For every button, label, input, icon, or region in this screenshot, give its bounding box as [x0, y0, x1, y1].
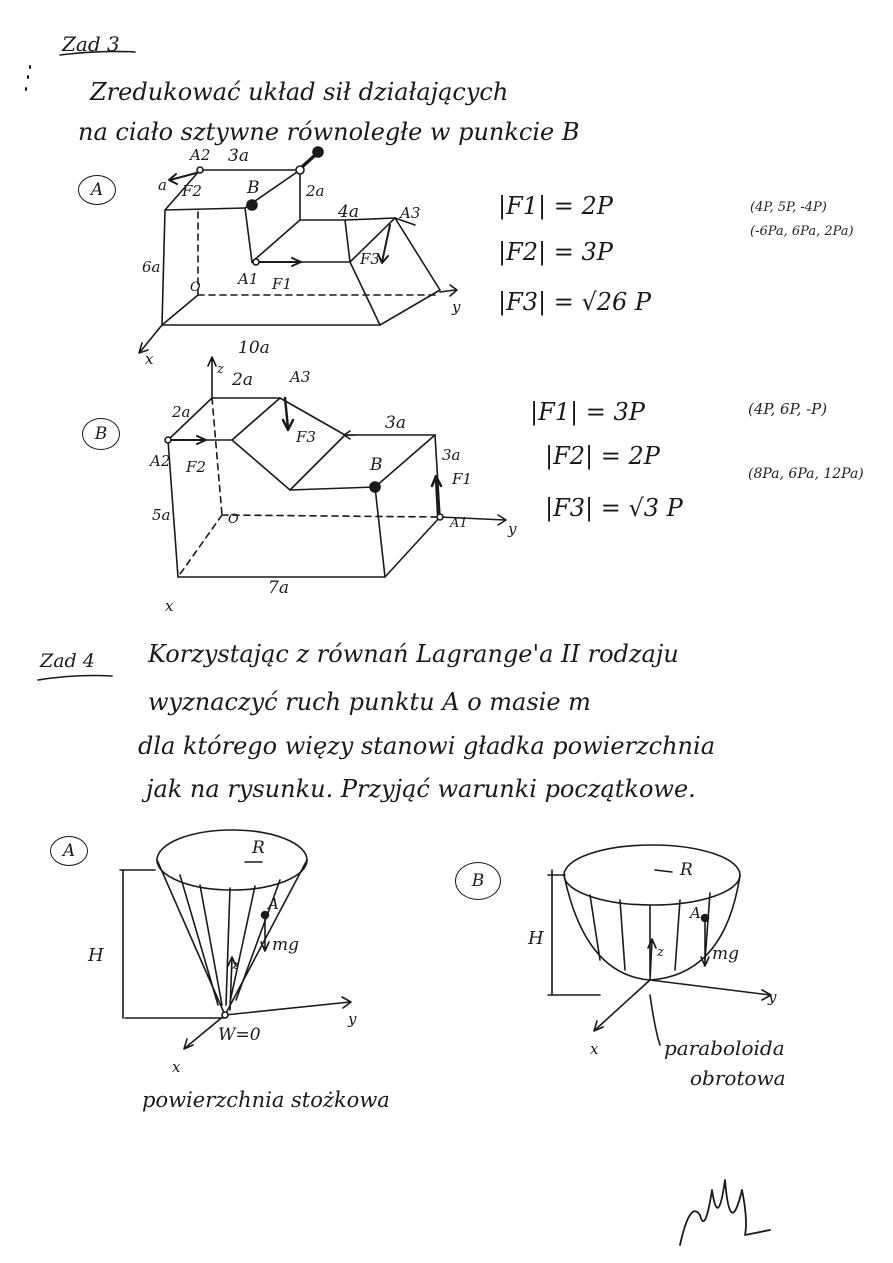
zad4-variant-b-circle: B [455, 862, 501, 900]
label-z-a: z [232, 958, 239, 973]
answer-a-moment: (-6Pa, 6Pa, 2Pa) [750, 224, 854, 239]
label-a3: A3 [400, 204, 421, 222]
label-b-b: B [370, 455, 383, 475]
label-r-a: R [252, 838, 265, 858]
label-z: z [217, 362, 224, 377]
label-f2: F2 [182, 182, 202, 200]
zad3-task-line2: na ciało sztywne równoległe w punkcie B [78, 118, 580, 146]
magnitude-f1: |F1| = 2P [498, 192, 613, 220]
label-h-a: H [88, 945, 104, 966]
label-o: O [190, 280, 201, 295]
label-x-b: x [165, 597, 174, 615]
zad4-task-line1: Korzystając z równań Lagrange'a II rodzaju [148, 640, 679, 668]
caption-cone: powierzchnia stożkowa [142, 1088, 390, 1112]
label-x: x [145, 350, 154, 368]
label-y-a4: y [348, 1010, 357, 1028]
label-w0: W=0 [218, 1025, 261, 1045]
zad3-figure-a [139, 147, 457, 353]
label-x-b4: x [590, 1040, 599, 1058]
label-a2: A2 [190, 146, 211, 164]
zad4-variant-a-circle: A [50, 836, 88, 866]
zad3-variant-a-circle: A [78, 175, 116, 205]
dim-a: a [158, 176, 167, 194]
dim-3a-top: 3a [385, 413, 406, 433]
label-a-a: A [268, 895, 279, 913]
caption-paraboloid-1: paraboloida [664, 1036, 785, 1060]
label-y-b: y [508, 520, 517, 538]
label-f1: F1 [272, 275, 292, 293]
label-a1-b: A1 [450, 516, 468, 531]
dim-3a-right: 3a [442, 446, 461, 464]
label-a2-b: A2 [150, 452, 171, 470]
magnitude-f3-b: |F3| = √3 P [545, 494, 683, 522]
answer-b-moment: (8Pa, 6Pa, 12Pa) [748, 466, 864, 482]
zad4-underline [38, 676, 112, 681]
dim-5a: 5a [152, 506, 171, 524]
caption-paraboloid-2: obrotowa [690, 1066, 786, 1090]
dim-2a: 2a [306, 182, 325, 200]
zad3-heading: Zad 3 [62, 32, 120, 56]
dim-2a-top: 2a [232, 370, 253, 390]
label-f3-b: F3 [296, 428, 316, 446]
label-x-a4: x [172, 1058, 181, 1076]
label-mg-b: mg [712, 944, 740, 964]
zad3-task-line1: Zredukować układ sił działających [90, 78, 509, 106]
label-a-b: A [690, 904, 701, 922]
label-z-b: z [657, 945, 664, 960]
label-f3: F3 [360, 250, 380, 268]
answer-a-force: (4P, 5P, -4P) [750, 200, 827, 215]
label-mg-a: mg [272, 935, 300, 955]
zad4-task-line4: jak na rysunku. Przyjąć warunki początkowe. [146, 775, 696, 803]
label-y-b4: y [768, 988, 777, 1006]
magnitude-f3: |F3| = √26 P [498, 288, 652, 316]
dim-3a: 3a [228, 146, 249, 166]
dim-4a: 4a [338, 202, 359, 222]
signature-scribble [680, 1180, 770, 1245]
dim-6a: 6a [142, 258, 161, 276]
label-r-b: R [680, 860, 693, 880]
dim-2a-left: 2a [172, 403, 191, 421]
label-a1: A1 [238, 270, 259, 288]
zad4-figure-a-cone [120, 830, 351, 1049]
label-y: y [452, 298, 461, 316]
magnitude-f2-b: |F2| = 2P [545, 442, 660, 470]
label-a3-b: A3 [290, 368, 311, 386]
label-f2-b: F2 [186, 458, 206, 476]
magnitude-f2: |F2| = 3P [498, 238, 613, 266]
dim-7a: 7a [268, 578, 289, 598]
zad3-figure-b [165, 357, 506, 577]
magnitude-f1-b: |F1| = 3P [530, 398, 645, 426]
zad4-task-line3: dla którego więzy stanowi gładka powierzchnia [138, 732, 715, 760]
label-o-b: O [228, 512, 239, 527]
label-f1-b: F1 [452, 470, 472, 488]
zad3-variant-b-circle: B [82, 418, 120, 450]
dim-10a: 10a [238, 338, 270, 358]
answer-b-force: (4P, 6P, -P) [748, 400, 828, 418]
zad4-task-line2: wyznaczyć ruch punktu A o masie m [148, 688, 591, 716]
label-h-b: H [528, 928, 544, 949]
zad4-heading: Zad 4 [40, 650, 95, 672]
label-b: B [247, 178, 260, 198]
